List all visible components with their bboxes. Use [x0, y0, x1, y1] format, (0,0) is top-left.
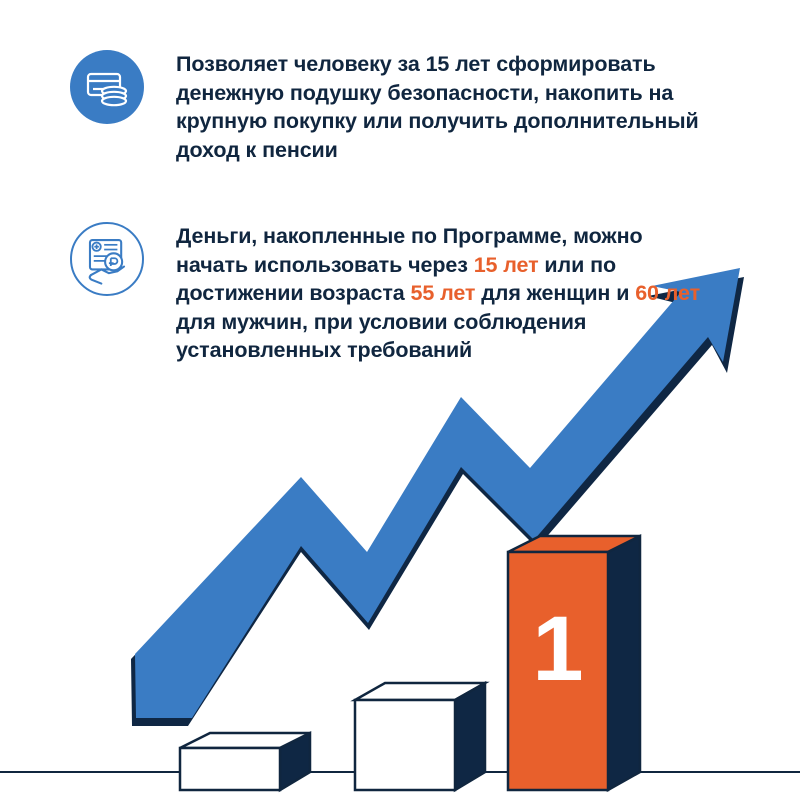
bar-2 [355, 683, 485, 790]
bullet2-run-6: для мужчин, при условии соблюдения установленных требований [176, 309, 587, 362]
document-with-ruble-in-hand-icon [70, 222, 144, 296]
bar-3-label: 1 [532, 598, 584, 700]
bullet2-highlight-60: 60 лет [635, 281, 701, 305]
bullet2-run-2: или по достижении возраста [176, 252, 617, 305]
bar-1 [180, 733, 310, 790]
bullet-item-2 [70, 222, 710, 365]
bullet2-run-0: Деньги, накопленные по Программе, можно начать использовать через [176, 224, 643, 277]
bullet-text-2 [176, 222, 710, 365]
card-and-coins-icon [70, 50, 144, 124]
bullet2-highlight-55: 55 лет [410, 281, 476, 305]
bullet2-highlight-15: 15 лет [473, 252, 539, 277]
bullet2-run-4: для женщин и [475, 281, 636, 305]
bar-3 [508, 536, 640, 790]
bullet-text-1: Позволяет человеку за 15 лет сформировать денежную подушку безопасности, накопить на крупную покупку или получить дополнительный доход к пенсии [176, 52, 699, 162]
bullet-item-1 [70, 50, 710, 164]
